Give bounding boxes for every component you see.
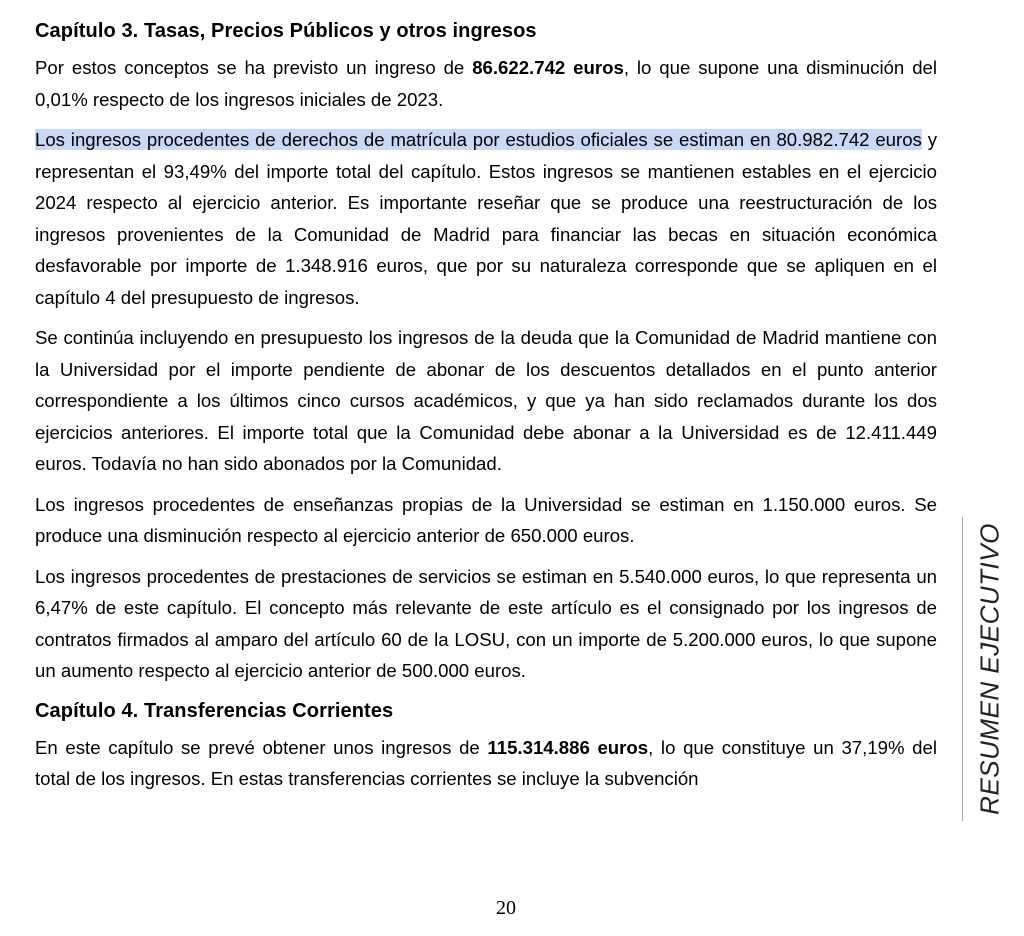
chapter-3-paragraph-2 — [35, 124, 937, 313]
chapter-3-heading: Capítulo 3. Tasas, Precios Públicos y otros ingresos — [35, 20, 537, 42]
document-body — [35, 16, 937, 804]
page-number: 20 — [496, 897, 516, 919]
chapter-3-paragraph-4: Los ingresos procedentes de enseñanzas propias de la Universidad se estiman en 1.150.000 euros. Se produce una disminución respecto al ejercicio anterior de 650.000 euros. — [35, 493, 937, 546]
chapter-3-paragraph-1 — [35, 52, 937, 115]
paragraph-text: , lo que constituye un 37,19% del total de los ingresos. En estas transferencias corrientes se incluye la subvención — [35, 736, 937, 789]
side-section-label: RESUMEN EJECUTIVO — [974, 523, 1005, 815]
paragraph-text: Por estos conceptos se ha previsto un ingreso de — [35, 57, 473, 78]
paragraph-text: y representan el 93,49% del importe total del capítulo. Estos ingresos se mantienen estables en el ejercicio 2024 respecto al ejercicio anterior. Es importante reseñar que se produce una reestructuración de los ingresos provenientes de la Comunidad de Madrid para financiar las becas en situación económica desfavorable por importe de 1.348.916 euros, que por su naturaleza corresponde que se apliquen en el capítulo 4 del presupuesto de ingresos. — [35, 129, 937, 308]
chapter-4-total-amount: 115.314.886 euros — [487, 736, 649, 758]
chapter-4-paragraph-1 — [35, 732, 937, 795]
paragraph-text: , lo que supone una disminución del 0,01% respecto de los ingresos iniciales de 2023. — [35, 57, 938, 110]
chapter-3-total-amount: 86.622.742 euros — [472, 57, 624, 78]
chapter-3-paragraph-5: Los ingresos procedentes de prestaciones de servicios se estiman en 5.540.000 euros, lo que representa un 6,47% de este capítulo. El concepto más relevante de este artículo es el consignado por los ingresos de contratos firmados al amparo del artículo 60 de la LOSU, con un importe de 5.200.000 euros, lo que supone un aumento respecto al ejercicio anterior de 500.000 euros. — [35, 565, 937, 681]
selected-text-highlight[interactable]: Los ingresos procedentes de derechos de matrícula por estudios oficiales se estiman en 80.982.742 euros — [35, 129, 922, 150]
chapter-3-paragraph-3: Se continúa incluyendo en presupuesto los ingresos de la deuda que la Comunidad de Madrid mantiene con la Universidad por el importe pendiente de abonar de los descuentos detallados en el punto anterior correspondiente a los últimos cinco cursos académicos, y que ya han sido reclamados durante los dos ejercicios anteriores. El importe total que la Comunidad debe abonar a la Universidad es de 12.411.449 euros. Todavía no han sido abonados por la Comunidad. — [35, 327, 937, 474]
paragraph-text: En este capítulo se prevé obtener unos ingresos de — [35, 736, 488, 758]
chapter-4-heading: Capítulo 4. Transferencias Corrientes — [35, 699, 394, 722]
side-section-tab — [962, 517, 1017, 821]
